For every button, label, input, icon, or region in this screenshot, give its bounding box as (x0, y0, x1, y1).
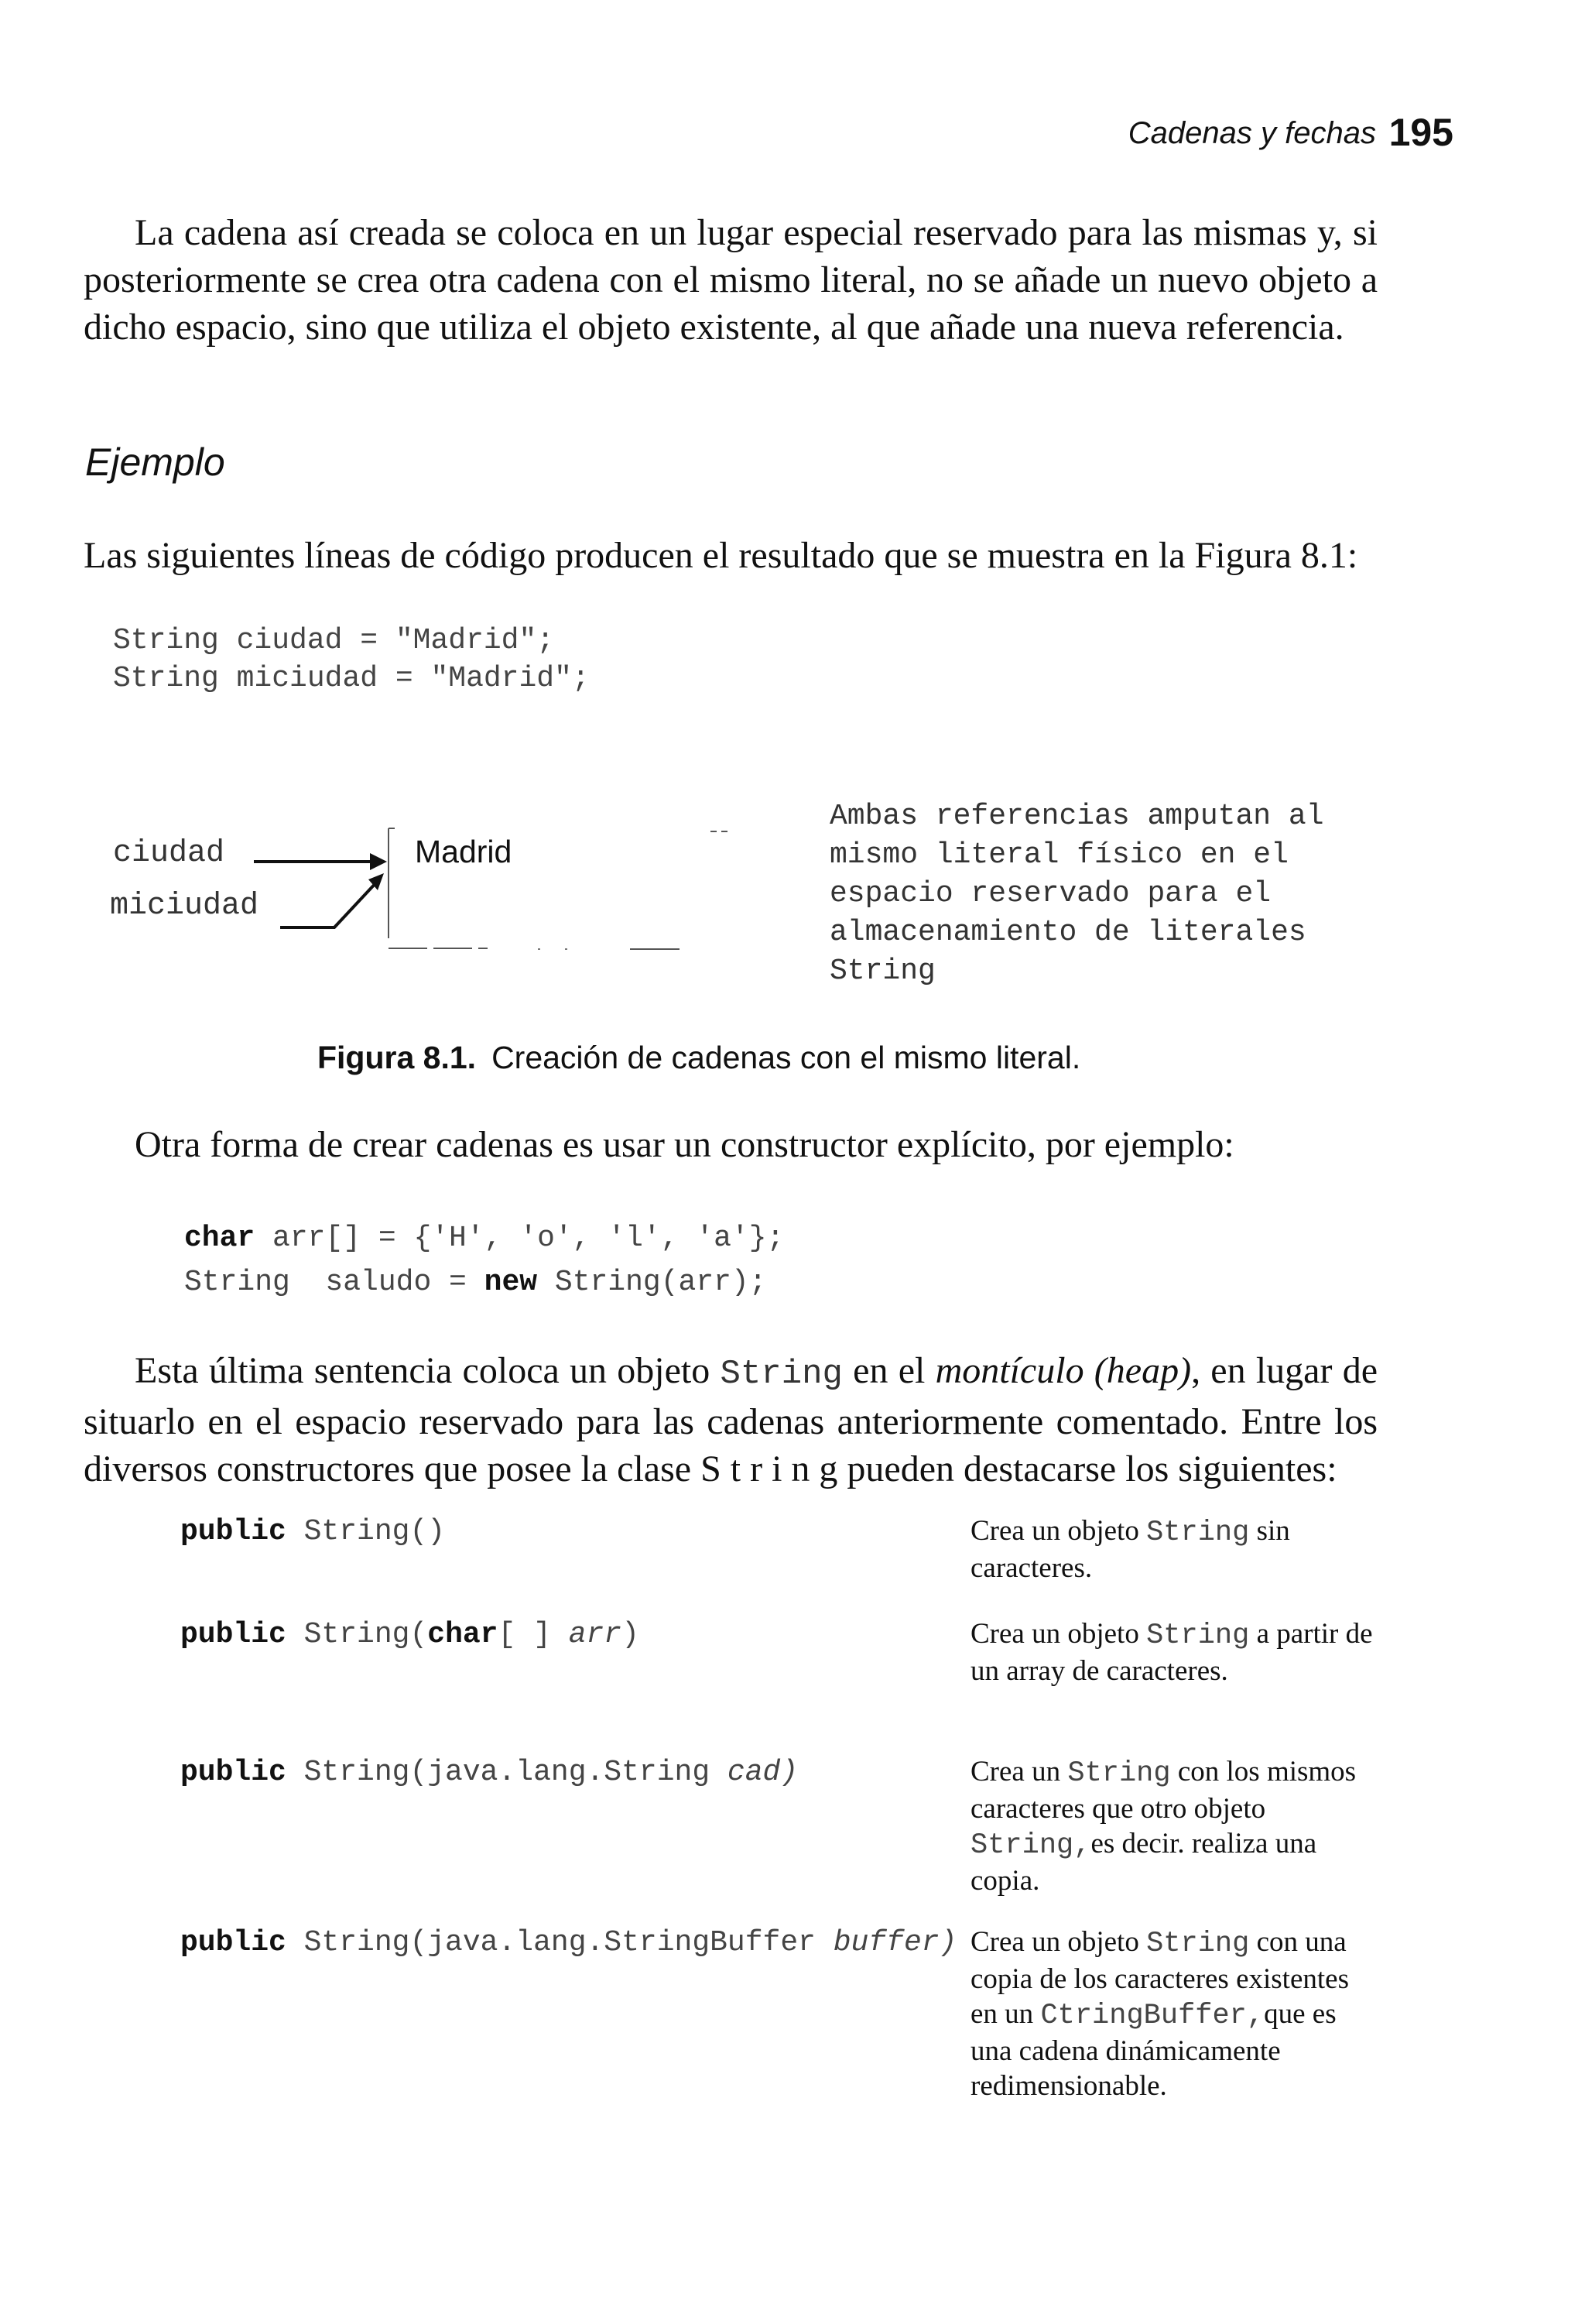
constructor-description: Crea un objeto String sin caracteres. (971, 1515, 1290, 1584)
code-keyword: public (180, 1618, 286, 1651)
code-text: String(arr); (537, 1266, 767, 1299)
code-keyword: char (184, 1222, 255, 1255)
code-line (184, 1266, 767, 1299)
heap-paragraph (84, 1347, 1378, 1493)
arrow-head-ciudad (370, 853, 387, 870)
code-keyword: public (180, 1756, 286, 1789)
code-text: arr[] = {'H', 'o', 'l', 'a'}; (255, 1222, 785, 1255)
figure-note-line: espacio reservado para el (830, 877, 1272, 910)
constructor-description: Crea un objeto String con una copia de los caracteres existentes en un CtringBuffer,que es una cadena dinámicamente redimensionable. (971, 1926, 1349, 2102)
figure-note-line: mismo literal físico en el (830, 838, 1289, 872)
inline-code-string: String (720, 1355, 843, 1393)
figure-note-line: String (830, 955, 936, 988)
arrow-miciudad (280, 881, 378, 927)
figure-8-1 (0, 790, 1585, 991)
constructor-signature: public String(java.lang.StringBuffer buffer) (180, 1926, 957, 1959)
heap-text-2: en el (842, 1350, 936, 1391)
figure-diagram (232, 805, 735, 960)
code-line: String miciudad = "Madrid"; (113, 662, 590, 695)
code-line: String ciudad = "Madrid"; (113, 624, 555, 657)
figure-caption (317, 1040, 1080, 1076)
page-number: 195 (1388, 111, 1453, 154)
constructor-intro-paragraph (84, 1121, 1378, 1168)
constructor-intro-text: Otra forma de crear cadenas es usar un constructor explícito, por ejemplo: (135, 1124, 1234, 1165)
running-header-title: Cadenas y fechas (1128, 116, 1376, 150)
heap-text-3: , en lugar de situarlo en el espacio reservado para las cadenas anteriormente comentado. Entre los diversos constructores que posee la clase (84, 1350, 1378, 1489)
section-heading: Ejemplo (85, 440, 225, 484)
constructor-description: Crea un objeto String a partir de un array de caracteres. (971, 1618, 1373, 1687)
constructor-description: Crea un String con los mismos caracteres que otro objeto String,es decir. realiza una copia. (971, 1756, 1357, 1897)
intro-text: La cadena así creada se coloca en un lugar especial reservado para las mismas y, si posteriormente se crea otra cadena con el mismo literal, no se añade un nuevo objeto a dicho espacio, sino que utiliza el objeto existente, al que añade una nueva referencia. (84, 212, 1378, 348)
parameter-name: arr (568, 1618, 622, 1651)
constructor-signature: public String(char[ ] arr) (180, 1618, 639, 1651)
ejemplo-paragraph: Las siguientes líneas de código producen el resultado que se muestra en la Figura 8.1: (84, 535, 1358, 576)
code-keyword: new (484, 1266, 538, 1299)
intro-paragraph (84, 209, 1378, 351)
literal-madrid: Madrid (415, 834, 512, 869)
heap-italic-term: montículo (heap) (935, 1350, 1192, 1391)
code-text: String saludo = (184, 1266, 484, 1299)
constructor-signature: public String() (180, 1515, 446, 1548)
figure-note-line: almacenamiento de literales (830, 916, 1306, 949)
spaced-class-name: S t r i n g (700, 1448, 838, 1489)
figure-note (830, 797, 1324, 991)
reference-label-ciudad: ciudad (113, 836, 225, 871)
figure-note-line: Ambas referencias amputan al (830, 800, 1324, 833)
reference-label-miciudad: miciudad (110, 889, 259, 924)
parameter-name: cad) (727, 1756, 799, 1789)
code-keyword: public (180, 1926, 286, 1959)
code-line (184, 1222, 784, 1255)
code-keyword: public (180, 1515, 286, 1548)
code-keyword: char (427, 1618, 498, 1651)
heap-text-1: Esta última sentencia coloca un objeto (135, 1350, 721, 1391)
figure-caption-text: Creación de cadenas con el mismo literal. (491, 1040, 1081, 1075)
constructor-signature: public String(java.lang.String cad) (180, 1756, 799, 1789)
figure-caption-label: Figura 8.1. (317, 1040, 477, 1075)
parameter-name: buffer) (833, 1926, 957, 1959)
heap-text-4: pueden destacarse los siguientes: (837, 1448, 1337, 1489)
